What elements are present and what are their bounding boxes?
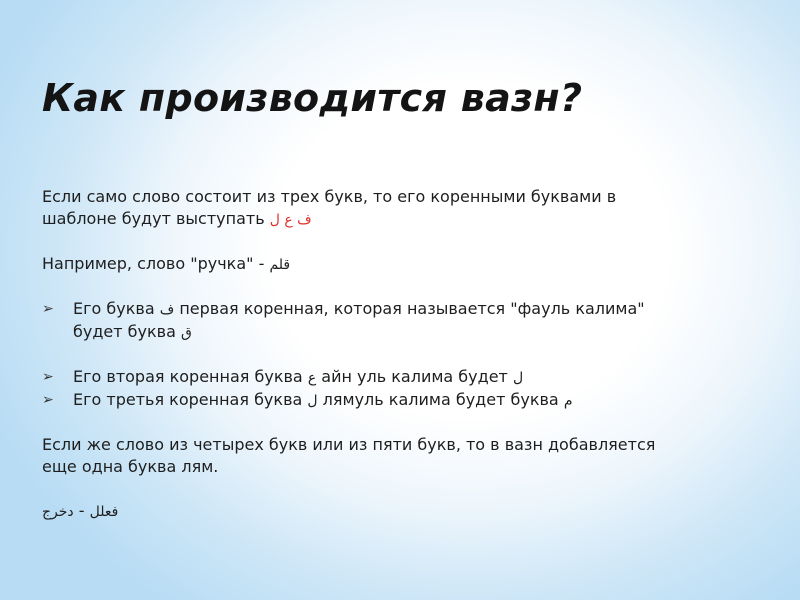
- intro-arabic-letters: ف ع ل: [269, 212, 312, 228]
- bullet-1-arabic-b: ق: [180, 325, 192, 341]
- bullet-3-text-a: Его третья коренная буква: [73, 390, 303, 409]
- outro-paragraph: [42, 434, 742, 478]
- slide-body: [42, 186, 742, 523]
- bullet-1-arabic-a: ف: [159, 302, 175, 318]
- bullet-2-text-b: айн уль калима будет: [321, 367, 508, 386]
- arrow-bullet-icon: ➢: [42, 301, 54, 317]
- example-line: [42, 253, 742, 276]
- bullet-item-2: [42, 366, 742, 389]
- bullet-1-text-b: первая коренная, которая называется "фауль калима": [179, 299, 645, 318]
- arrow-bullet-icon: ➢: [42, 392, 54, 408]
- bullet-3-text-b: лямуль калима будет буква: [322, 390, 559, 409]
- bullet-2-arabic-a: ع: [307, 370, 317, 386]
- intro-paragraph: [42, 186, 742, 231]
- footer-dash: -: [78, 501, 85, 520]
- bullet-3-arabic-b: م: [563, 393, 573, 409]
- bullet-1-line-2: будет буква: [73, 322, 176, 341]
- bullet-1-text-a: Его буква: [73, 299, 155, 318]
- bullet-2-arabic-b: ل: [512, 370, 524, 386]
- intro-line-2: шаблоне будут выступать: [42, 209, 265, 228]
- bullet-2-text-a: Его вторая коренная буква: [73, 367, 303, 386]
- example-text: Например, слово "ручка" -: [42, 254, 265, 273]
- arrow-bullet-icon: ➢: [42, 369, 54, 385]
- outro-line-1: Если же слово из четырех букв или из пяти букв, то в вазн добавляется: [42, 435, 656, 454]
- footer-arabic-b: دخرج: [42, 504, 74, 520]
- outro-line-2: еще одна буква лям.: [42, 457, 219, 476]
- footer-arabic-a: فعلل: [89, 504, 119, 520]
- footer-example: [42, 500, 742, 523]
- example-arabic-word: قلم: [269, 257, 291, 273]
- slide-title: Как производится вазн?: [42, 76, 583, 120]
- intro-line-1: Если само слово состоит из трех букв, то его коренными буквами в: [42, 187, 617, 206]
- bullet-3-arabic-a: ل: [307, 393, 318, 409]
- bullet-item-1: [42, 298, 742, 344]
- bullet-item-3: [42, 389, 742, 412]
